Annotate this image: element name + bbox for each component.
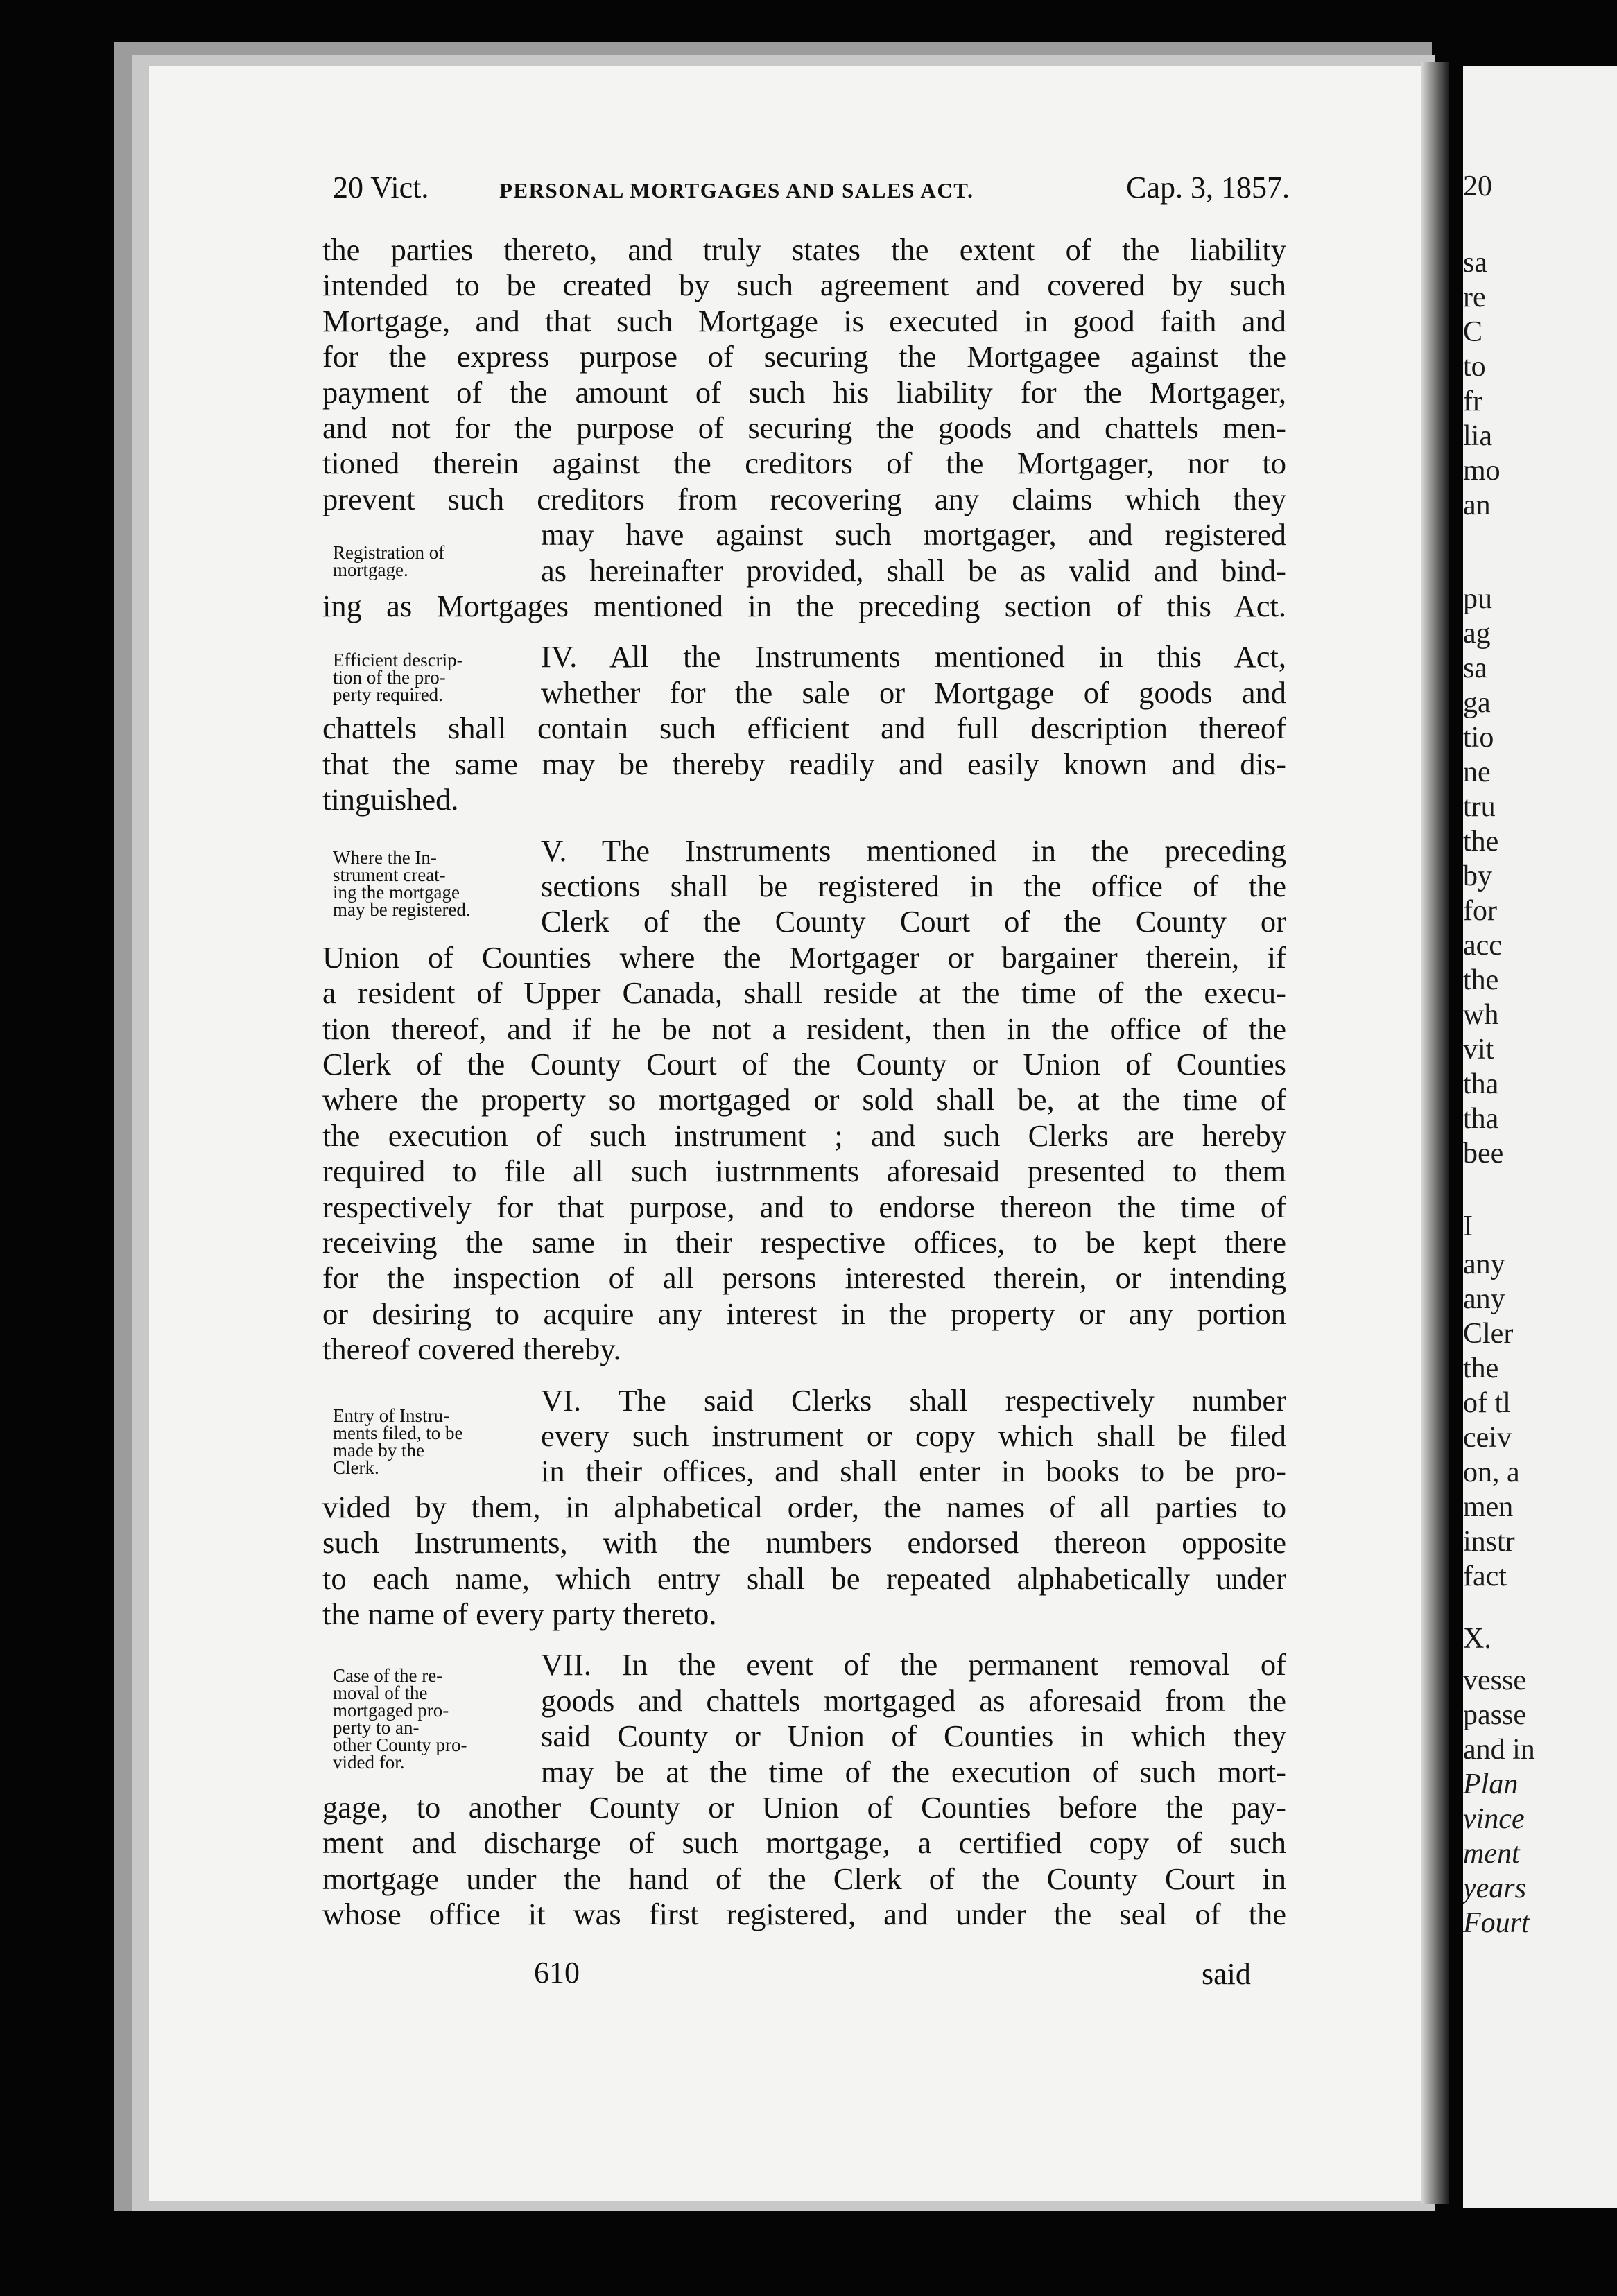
- section-v: [322, 833, 1286, 1368]
- text-line: whose office it was first registered, and under the seal of the: [322, 1897, 1286, 1932]
- margin-note-line: mortgage.: [333, 559, 408, 580]
- text-line: the parties thereto, and truly states the extent of the liability: [322, 232, 1286, 267]
- text-line: that the same may be thereby readily and easily known and dis-: [322, 746, 1286, 781]
- text-line: goods and chattels mortgaged as aforesaid from the: [541, 1682, 1286, 1718]
- text-line: as hereinafter provided, shall be as valid and bind-: [541, 553, 1286, 588]
- margin-note-line: strument creat-: [333, 864, 446, 885]
- facing-line: vit: [1463, 1034, 1494, 1066]
- facing-line: X.: [1463, 1623, 1491, 1655]
- text-line: for the express purpose of securing the Mortgagee against the: [322, 339, 1286, 374]
- text-line: prevent such creditors from recovering any claims which they: [322, 481, 1286, 516]
- facing-line: vesse: [1463, 1664, 1526, 1696]
- margin-note-line: perty required.: [333, 684, 443, 705]
- facing-line: to: [1463, 351, 1486, 383]
- text-line: ment and discharge of such mortgage, a certified copy of such: [322, 1825, 1286, 1861]
- text-line: intended to be created by such agreement and covered by such: [322, 268, 1286, 303]
- text-line: tinguished.: [322, 782, 459, 817]
- text-line: VII. In the event of the permanent removal of: [541, 1647, 1286, 1682]
- section-vi: [322, 1383, 1286, 1633]
- facing-line: Fourt: [1463, 1907, 1530, 1939]
- header-act-title: PERSONAL MORTGAGES AND SALES ACT.: [499, 178, 974, 202]
- facing-line: bee: [1463, 1138, 1504, 1169]
- facing-line: ne: [1463, 756, 1491, 788]
- text-line: payment of the amount of such his liability for the Mortgager,: [322, 374, 1286, 410]
- text-line: Clerk of the County Court of the County or: [541, 904, 1286, 939]
- facing-page: [1463, 66, 1617, 2208]
- margin-note-line: perty to an-: [333, 1717, 420, 1738]
- text-line: sections shall be registered in the office of the: [541, 868, 1286, 903]
- catchword: said: [1202, 1957, 1251, 1991]
- margin-note-line: ments filed, to be: [333, 1423, 463, 1443]
- book-gutter: [1421, 62, 1449, 2204]
- facing-line: C: [1463, 316, 1483, 348]
- facing-line: for: [1463, 895, 1497, 927]
- facing-line: the: [1463, 826, 1499, 858]
- margin-note-line: other County pro-: [333, 1734, 467, 1755]
- facing-line: fr: [1463, 385, 1482, 417]
- text-line: chattels shall contain such efficient and full description thereof: [322, 711, 1286, 746]
- margin-note-line: Registration of: [333, 542, 445, 563]
- margin-note-line: moval of the: [333, 1682, 428, 1703]
- text-line: tion thereof, and if he be not a resident, then in the office of the: [322, 1011, 1286, 1046]
- margin-note-line: may be registered.: [333, 899, 471, 920]
- text-line: IV. All the Instruments mentioned in this Act,: [541, 639, 1286, 675]
- facing-line: fact: [1463, 1560, 1507, 1592]
- text-line: in their offices, and shall enter in books to be pro-: [541, 1454, 1286, 1489]
- facing-line: instr: [1463, 1526, 1515, 1558]
- facing-line: tha: [1463, 1103, 1499, 1135]
- section-iv: [322, 639, 1286, 817]
- facing-line: acc: [1463, 930, 1502, 962]
- text-line: V. The Instruments mentioned in the preceding: [541, 833, 1286, 868]
- text-line: tioned therein against the creditors of the Mortgager, nor to: [322, 446, 1286, 481]
- facing-line: tha: [1463, 1068, 1499, 1100]
- text-line: said County or Union of Counties in which they: [541, 1719, 1286, 1754]
- facing-line: the: [1463, 964, 1499, 996]
- text-line: respectively for that purpose, and to endorse thereon the time of: [322, 1189, 1286, 1224]
- facing-line: years: [1463, 1872, 1526, 1904]
- statute-body: [322, 232, 1286, 1933]
- text-line: may have against such mortgager, and registered: [541, 517, 1286, 553]
- facing-line: men: [1463, 1491, 1514, 1523]
- facing-line: re: [1463, 281, 1486, 313]
- text-line: vided by them, in alphabetical order, the names of all parties to: [322, 1489, 1286, 1524]
- facing-line: tru: [1463, 791, 1496, 823]
- facing-line: the: [1463, 1353, 1499, 1384]
- facing-line: 20: [1463, 171, 1492, 202]
- text-line: required to file all such iustrnments aforesaid presented to them: [322, 1154, 1286, 1189]
- text-line: Union of Counties where the Mortgager or bargainer therein, if: [322, 939, 1286, 975]
- text-line: the execution of such instrument ; and such Clerks are hereby: [322, 1117, 1286, 1153]
- text-line: whether for the sale or Mortgage of goods and: [541, 675, 1286, 710]
- facing-line: vince: [1463, 1803, 1525, 1835]
- text-line: and not for the purpose of securing the goods and chattels men-: [322, 410, 1286, 446]
- facing-line: mo: [1463, 455, 1501, 487]
- margin-note-line: Entry of Instru-: [333, 1405, 449, 1426]
- facing-line: I: [1463, 1210, 1473, 1242]
- text-line: Clerk of the County Court of the County or Union of Counties: [322, 1046, 1286, 1081]
- facing-line: ceiv: [1463, 1422, 1512, 1454]
- margin-note-line: Efficient descrip-: [333, 650, 463, 670]
- header-regnal-year: 20 Vict.: [333, 171, 429, 205]
- text-line: or desiring to acquire any interest in the property or any portion: [322, 1296, 1286, 1331]
- text-line: thereof covered thereby.: [322, 1332, 621, 1367]
- margin-note-line: ing the mortgage: [333, 882, 460, 903]
- facing-line: ga: [1463, 687, 1491, 719]
- facing-line: wh: [1463, 999, 1499, 1031]
- facing-line: Plan: [1463, 1768, 1519, 1800]
- header-chapter: Cap. 3, 1857.: [1126, 171, 1290, 205]
- text-line: where the property so mortgaged or sold shall be, at the time of: [322, 1082, 1286, 1117]
- page-number: 610: [534, 1956, 580, 1990]
- running-header: [333, 170, 1290, 211]
- facing-line: Cler: [1463, 1318, 1514, 1350]
- facing-line: any: [1463, 1283, 1505, 1315]
- facing-line: pu: [1463, 583, 1492, 615]
- facing-line: by: [1463, 860, 1492, 892]
- text-line: mortgage under the hand of the Clerk of the County Court in: [322, 1861, 1286, 1896]
- text-line: for the inspection of all persons interested therein, or intending: [322, 1260, 1286, 1296]
- facing-line: on, a: [1463, 1456, 1520, 1488]
- text-line: every such instrument or copy which shall be filed: [541, 1418, 1286, 1453]
- margin-note-line: Where the In-: [333, 847, 437, 868]
- text-line: may be at the time of the execution of such mort-: [541, 1754, 1286, 1789]
- margin-note-line: Clerk.: [333, 1457, 379, 1478]
- text-line: such Instruments, with the numbers endorsed thereon opposite: [322, 1525, 1286, 1560]
- facing-line: any: [1463, 1249, 1505, 1280]
- facing-line: and in: [1463, 1734, 1535, 1766]
- text-line: to each name, which entry shall be repeated alphabetically under: [322, 1560, 1286, 1596]
- facing-line: tio: [1463, 722, 1494, 754]
- text-line: receiving the same in their respective offices, to be kept there: [322, 1224, 1286, 1260]
- text-line: Mortgage, and that such Mortgage is executed in good faith and: [322, 303, 1286, 338]
- margin-note-line: mortgaged pro-: [333, 1700, 449, 1721]
- text-line: ing as Mortgages mentioned in the preceding section of this Act.: [322, 589, 1286, 624]
- section-vii: [322, 1647, 1286, 1932]
- facing-line: of tl: [1463, 1387, 1511, 1419]
- facing-line: passe: [1463, 1699, 1526, 1731]
- text-line: VI. The said Clerks shall respectively number: [541, 1382, 1286, 1418]
- margin-note-line: vided for.: [333, 1752, 405, 1773]
- facing-line: an: [1463, 489, 1491, 521]
- text-line: a resident of Upper Canada, shall reside at the time of the execu-: [322, 975, 1286, 1011]
- facing-line: sa: [1463, 652, 1487, 684]
- text-line: gage, to another County or Union of Counties before the pay-: [322, 1790, 1286, 1825]
- margin-note-line: made by the: [333, 1440, 424, 1461]
- facing-line: sa: [1463, 247, 1487, 279]
- facing-line: ag: [1463, 618, 1491, 650]
- text-line: the name of every party thereto.: [322, 1597, 717, 1632]
- paragraph-continuation: [322, 232, 1286, 624]
- facing-line: ment: [1463, 1838, 1520, 1870]
- margin-note-line: tion of the pro-: [333, 667, 446, 688]
- margin-note-line: Case of the re-: [333, 1665, 443, 1686]
- facing-line: lia: [1463, 420, 1492, 452]
